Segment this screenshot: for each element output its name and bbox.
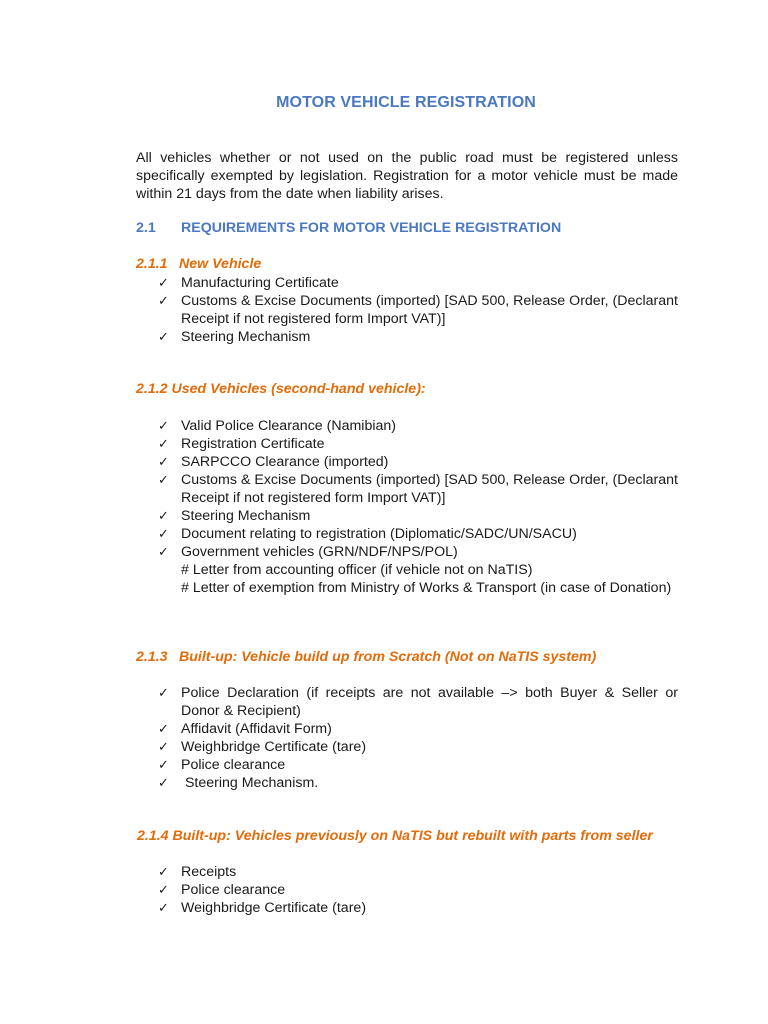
subsection-label: Built-up: Vehicle build up from Scratch (Not on NaTIS system)	[179, 649, 597, 665]
list-item: ✓ Steering Mechanism	[158, 329, 311, 345]
list-item: ✓ Customs & Excise Documents (imported) [SAD 500, Release Order, (Declarant Receipt if not registered form Import VAT)]	[158, 472, 678, 506]
list-item: ✓ Valid Police Clearance (Namibian)	[158, 418, 397, 434]
subsection-number: 2.1.4	[137, 828, 169, 844]
checkmark-icon: ✓	[158, 864, 169, 879]
list-item: ✓ Weighbridge Certificate (tare)	[158, 900, 367, 916]
subsection-label: New Vehicle	[179, 256, 262, 272]
checkmark-icon: ✓	[158, 721, 169, 736]
document-title: MOTOR VEHICLE REGISTRATION	[276, 94, 536, 111]
checkmark-icon: ✓	[158, 472, 169, 487]
checkmark-icon: ✓	[158, 739, 169, 754]
subsection-label: Used Vehicles (second-hand vehicle):	[171, 381, 426, 397]
section-heading-2-1	[136, 220, 561, 236]
list-item: ✓ Police Declaration (if receipts are not available –> both Buyer & Seller or Donor & Recipient)	[158, 685, 678, 719]
subsection-number: 2.1.1	[136, 256, 168, 272]
subsection-heading-2-1-3	[136, 649, 596, 665]
list-item: ✓ Government vehicles (GRN/NDF/NPS/POL)	[158, 544, 458, 560]
list-item: ✓ Steering Mechanism.	[158, 775, 319, 791]
note-item: # Letter of exemption from Ministry of Works & Transport (in case of Donation)	[181, 580, 672, 596]
checkmark-icon: ✓	[158, 882, 169, 897]
list-item: ✓ Steering Mechanism	[158, 508, 311, 524]
checkmark-icon: ✓	[158, 544, 169, 559]
checkmark-icon: ✓	[158, 454, 169, 469]
checkmark-icon: ✓	[158, 418, 169, 433]
checkmark-icon: ✓	[158, 436, 169, 451]
list-item: ✓ Police clearance	[158, 757, 286, 773]
intro-paragraph: All vehicles whether or not used on the public road must be registered unless specifically exempted by legislation. Registration for a motor vehicle must be made within 21 days from the date when liability arises.	[136, 150, 678, 202]
checkmark-icon: ✓	[158, 508, 169, 523]
list-item: ✓ Affidavit (Affidavit Form)	[158, 721, 332, 737]
list-item: ✓ SARPCCO Clearance (imported)	[158, 454, 389, 470]
checklist-new-vehicle	[158, 274, 678, 346]
checkmark-icon: ✓	[158, 775, 169, 790]
list-item: ✓ Receipts	[158, 864, 237, 880]
list-item: ✓ Registration Certificate	[158, 436, 325, 452]
checkmark-icon: ✓	[158, 900, 169, 915]
checkmark-icon: ✓	[158, 293, 169, 308]
list-item: ✓ Weighbridge Certificate (tare)	[158, 739, 367, 755]
note-item: # Letter from accounting officer (if vehicle not on NaTIS)	[181, 562, 533, 578]
checkmark-icon: ✓	[158, 526, 169, 541]
list-item: ✓ Police clearance	[158, 882, 286, 898]
list-item: ✓ Manufacturing Certificate	[158, 275, 339, 291]
checkmark-icon: ✓	[158, 757, 169, 772]
list-item: ✓ Document relating to registration (Diplomatic/SADC/UN/SACU)	[158, 526, 577, 542]
checklist-rebuilt-vehicles	[158, 863, 678, 917]
checklist-used-vehicles	[158, 417, 678, 597]
subsection-heading-2-1-4	[90, 827, 678, 845]
subsection-heading-2-1-1	[136, 256, 261, 272]
checkmark-icon: ✓	[158, 685, 169, 700]
list-item: ✓ Customs & Excise Documents (imported) [SAD 500, Release Order, (Declarant Receipt if not registered form Import VAT)]	[158, 293, 678, 327]
subsection-heading-2-1-2	[136, 381, 426, 397]
checkmark-icon: ✓	[158, 275, 169, 290]
checkmark-icon: ✓	[158, 329, 169, 344]
subsection-label: Built-up: Vehicles previously on NaTIS but rebuilt with parts from seller	[172, 828, 653, 844]
section-number: 2.1	[136, 220, 156, 236]
section-label: REQUIREMENTS FOR MOTOR VEHICLE REGISTRATION	[181, 220, 562, 236]
checklist-built-up-scratch	[158, 684, 678, 792]
subsection-number: 2.1.3	[136, 649, 168, 665]
subsection-number: 2.1.2	[136, 381, 168, 397]
